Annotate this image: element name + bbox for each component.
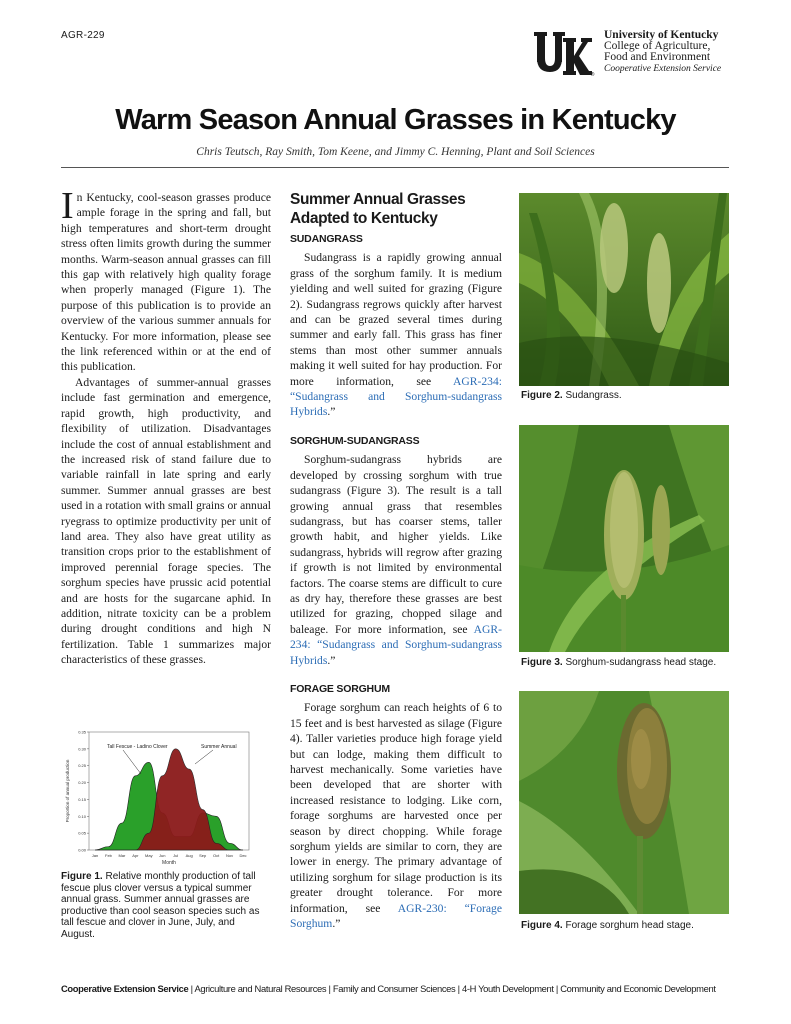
forage-sorghum-heading: FORAGE SORGHUM — [290, 682, 390, 695]
figure-3-photo — [519, 425, 729, 652]
forage-sorghum-end: .” — [332, 917, 341, 931]
figure-4-caption-text: Forage sorghum head stage. — [562, 920, 694, 931]
sudangrass-heading: SUDANGRASS — [290, 233, 363, 245]
sudangrass-image — [519, 193, 729, 386]
document-id: AGR-229 — [61, 30, 105, 41]
series-label-fescue: Tall Fescue - Ladino Clover — [107, 744, 168, 750]
agr-234-link[interactable]: AGR-234: “Sudangrass and Sorghum-sudangrass Hybrids — [290, 374, 502, 419]
x-axis-label: Month — [162, 860, 176, 866]
sudangrass-end: .” — [327, 405, 336, 419]
grasses-column — [290, 190, 502, 931]
x-tick-label: Feb — [105, 853, 112, 858]
figure-4-label: Figure 4. — [521, 920, 563, 931]
x-tick-label: Dec — [239, 853, 247, 858]
sorghum-sudangrass-text: Sorghum-sudangrass hybrids are developed by crossing sorghum with true sudangrass (Figure 3). The result is a tall growing annual grass that resembles sudangrass, but has coarser stems, taller growth habit, and higher yields. Like sudangrass, hybrids will regrow after grazing if growth is not limited by environmental factors. The coarse stems are difficult to cure as dry hay, therefore these grasses are best utilized for grazing, chopped silage and baleage. For more information, see — [290, 453, 502, 636]
figure-2-label: Figure 2. — [521, 390, 563, 401]
college-name: College of Agriculture, — [604, 40, 711, 52]
university-name: University of Kentucky — [604, 29, 719, 41]
sorghum-sudangrass-end: .” — [327, 653, 336, 667]
y-tick-label: 0.25 — [78, 763, 86, 769]
figure-1-chart — [61, 722, 256, 867]
figure-2-caption-text: Sudangrass. — [562, 390, 622, 401]
y-tick-label: 0.30 — [78, 746, 86, 752]
svg-text:®: ® — [590, 72, 595, 78]
drop-cap: I — [61, 185, 74, 227]
figure-3-label: Figure 3. — [521, 657, 563, 668]
figure-2-photo — [519, 193, 729, 386]
figure-2-caption — [521, 390, 729, 402]
forage-sorghum-image — [519, 691, 729, 914]
y-tick-label: 0.05 — [78, 830, 86, 836]
forage-sorghum-text: Forage sorghum can reach heights of 6 to 15 feet and is best harvested as silage (Figure 4). Taller varieties produce high forage yield but can lodge, making them difficult to harvest mechanically. Some varieties have been developed that are shorter with increased resistance to lodging. Like corn, forage sorghums are harvested once per season by direct chopping. While forage sorghum yields are similar to corn, they are lower in energy. The primary advantage of utilizing sorghum for silage production is its greater drought tolerance. For more information, see — [290, 701, 502, 915]
y-tick-label: 0.00 — [78, 847, 86, 853]
title-divider — [61, 167, 729, 168]
sorghum-sudangrass-heading: SORGHUM-SUDANGRASS — [290, 434, 420, 447]
series-label-summer: Summer Annual — [201, 744, 237, 750]
intro-column — [61, 185, 271, 668]
footer — [61, 983, 741, 994]
figure-3-caption-text: Sorghum-sudangrass head stage. — [562, 657, 717, 668]
figure-1-caption-text: Relative monthly production of tall fescue plus clover versus a typical summer annual grass. Summer annual grasses are productive than cool season species such as tall fescue and clover in June, July, and August. — [61, 871, 260, 940]
sorghum-sudangrass-image — [519, 425, 729, 652]
agr-234-link-2[interactable]: AGR-234: “Sudangrass and Sorghum-sudangrass Hybrids — [290, 622, 502, 667]
sorghum-sudangrass-paragraph — [290, 452, 502, 668]
x-tick-label: Mar — [118, 853, 126, 858]
x-tick-label: May — [145, 853, 153, 858]
section-heading — [290, 190, 502, 228]
x-tick-label: Jul — [173, 853, 179, 858]
x-tick-label: Oct — [212, 853, 220, 858]
figure-1-caption — [61, 871, 266, 940]
forage-sorghum-paragraph — [290, 700, 502, 931]
agr-230-link[interactable]: AGR-230: “Forage Sorghum — [290, 901, 502, 931]
y-tick-label: 0.35 — [78, 729, 86, 735]
section-heading-line-1: Summer Annual Grasses — [290, 191, 466, 208]
x-tick-label: Aug — [185, 853, 193, 858]
figure-4-caption — [521, 920, 731, 932]
sudangrass-paragraph — [290, 250, 502, 419]
intro-text-1: n Kentucky, cool-season grasses produce ample forage in the spring and fall, but high temperatures and short-term drought stress often limits growth during the summer months. Warm-season annual grasses can fill this gap with relatively high quality forage when properly managed (Figure 1). The purpose of this publication is to provide an overview of the various summer annuals for Kentucky. For more information, please see the link referenced within or at the end of this publication. — [61, 191, 271, 374]
x-tick-label: Jun — [159, 853, 166, 858]
x-tick-label: Apr — [132, 853, 139, 858]
section-heading-line-2: Adapted to Kentucky — [290, 210, 438, 227]
y-tick-label: 0.15 — [78, 796, 86, 802]
y-tick-label: 0.20 — [78, 780, 86, 786]
x-tick-label: Sep — [199, 853, 207, 858]
extension-service: Cooperative Extension Service — [604, 64, 722, 74]
authors: Chris Teutsch, Ray Smith, Tom Keene, and Jimmy C. Henning, Plant and Soil Sciences — [196, 146, 595, 158]
y-axis-label: Proportion of annual production — [65, 759, 70, 823]
institution-block — [604, 30, 721, 75]
x-tick-label: Nov — [225, 853, 234, 858]
y-tick-label: 0.10 — [78, 813, 86, 819]
college-name-2: Food and Environment — [604, 51, 711, 63]
uk-logo — [533, 30, 593, 78]
intro-paragraph-2: Advantages of summer-annual grasses include fast germination and emergence, rapid growth, high productivity, and flexibility of utilization. Disadvantages include the cost of annual establishment and the increased risk of stand failure due to variable rainfall in late spring and early summer. Summer annual grasses are best used in a rotation with small grains or annual ryegrass to optimize productivity per unit of land area. They also have great utility as transition crops prior to the establishment of improved perennial forage species. The sorghum species have prussic acid potential and are hosts for the sugarcane aphid. In addition, nitrate toxicity can be a problem during drought conditions and high N fertilization. Table 1 summarizes major characteristics of these grasses. — [61, 375, 271, 667]
intro-paragraph-1 — [61, 185, 271, 375]
page-title: Warm Season Annual Grasses in Kentucky — [115, 104, 676, 136]
figure-4-photo — [519, 691, 729, 914]
figure-1-label: Figure 1. — [61, 871, 103, 882]
footer-org: Cooperative Extension Service — [61, 983, 189, 994]
figure-3-caption — [521, 657, 731, 669]
x-tick-label: Jan — [91, 853, 99, 858]
footer-programs: | Agriculture and Natural Resources | Family and Consumer Sciences | 4-H Youth Development | Community and Economic Development — [188, 983, 716, 994]
sudangrass-text: Sudangrass is a rapidly growing annual grass of the sorghum family. It is medium yielding and well suited for grazing (Figure 2). Sudangrass regrows quickly after harvest and can be grazed several times during summer and early fall. This grass has finer stems than most other summer annuals making it well suited for hay production. For more information, see — [290, 251, 502, 388]
